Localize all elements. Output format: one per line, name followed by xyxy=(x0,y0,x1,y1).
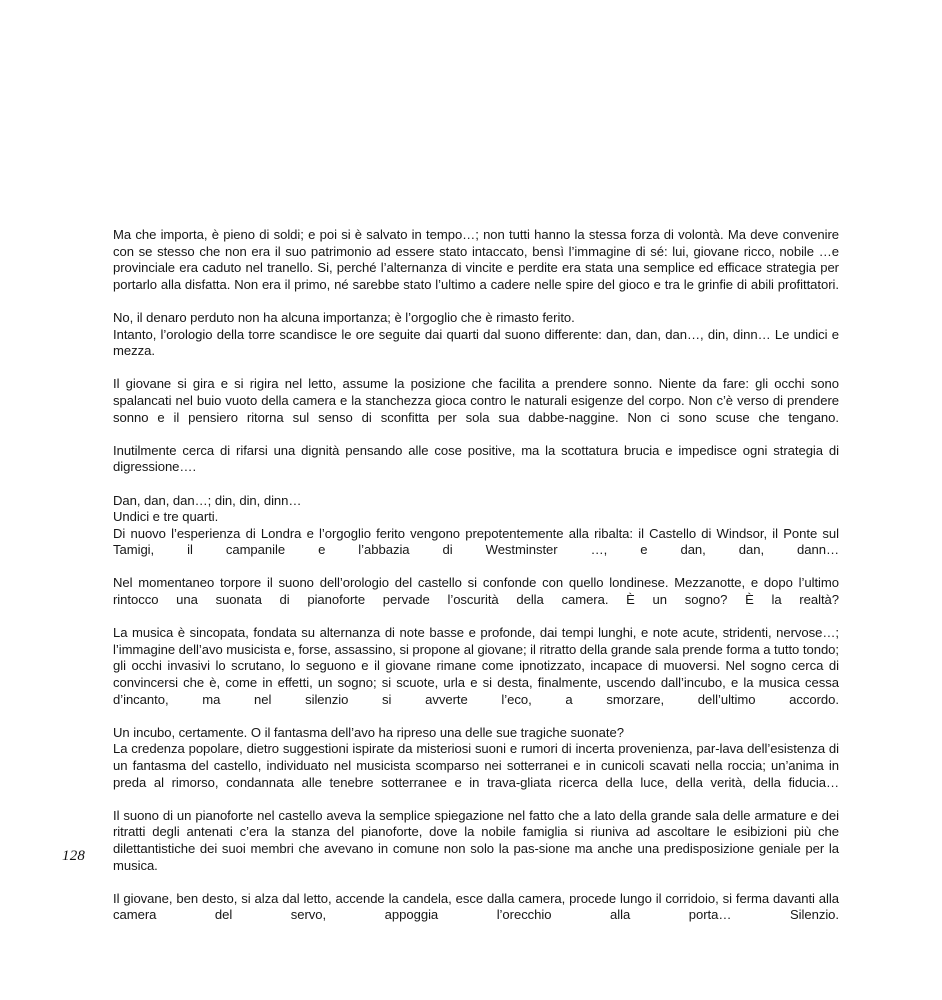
paragraph: Il giovane si gira e si rigira nel letto, assume la posizione che facilita a prendere sonno. Niente da fare: gli occhi sono spalancati nel buio vuoto della camera e la stanchezza gioca contro le naturali esigenze del corpo. Non c’è verso di prendere sonno e il pensiero ritorna sul senso di sconfitta per sola sua dabbe-naggine. Non ci sono scuse che tengano. xyxy=(113,376,839,425)
paragraph: Ma che importa, è pieno di soldi; e poi si è salvato in tempo…; non tutti hanno la stessa forza di volontà. Ma deve convenire con se stesso che non era il suo patrimonio ad essere stato intaccato, bensì l’immagine di sé: lui, giovane ricco, nobile …e provinciale era caduto nel tranello. Si, perché l’alternanza di vincite e perdite era stata una semplice ed efficace strategia per portarlo alla disfatta. Non era il primo, né sarebbe stato l’ultimo a cadere nelle spire del gioco e tra le grinfie di abili profittatori. xyxy=(113,227,839,292)
paragraph: Intanto, l’orologio della torre scandisce le ore seguite dai quarti dal suono differente: dan, dan, dan…, din, dinn… Le undici e mezza. xyxy=(113,326,839,359)
paragraph: Inutilmente cerca di rifarsi una dignità pensando alle cose positive, ma la scottatura brucia e impedisce ogni strategia di digressione…. xyxy=(113,442,839,475)
paragraph: La credenza popolare, dietro suggestioni ispirate da misteriosi suoni e rumori di incerta provenienza, par-lava dell’esistenza di un fantasma del castello, individuato nel musicista scomparso nei sotterranei e in cunicoli scavati nella roccia; un’anima in preda al rimorso, condannata alle tenebre sotterranee e in trava-gliata ricerca della luce, della verità, della fiducia… xyxy=(113,741,839,790)
paragraph: Il suono di un pianoforte nel castello aveva la semplice spiegazione nel fatto che a lato della grande sala delle armature e dei ritratti degli antenati c’era la stanza del pianoforte, dove la nobile famiglia si riuniva ad ascoltare le esibizioni più che dilettantistiche dei suoi membri che avevano in comune non solo la pas-sione ma anche una predisposizione geniale per la musica. xyxy=(113,807,839,873)
paragraph: Undici e tre quarti. xyxy=(113,509,219,525)
paragraph: Dan, dan, dan…; din, din, dinn… xyxy=(113,492,302,508)
paragraph: La musica è sincopata, fondata su alternanza di note basse e profonde, dai tempi lunghi, e note acute, stridenti, nervose…; l’immagine dell’avo musicista e, forse, assassino, si propone al giovane; il ritratto della grande sala prende forma a tutto tondo; gli occhi invasivi lo scrutano, lo seguono e il giovane rimane come ipnotizzato, incapace di muoversi. Nel sogno cerca di convincersi che è, come in effetti, un sogno; si scuote, urla e si desta, finalmente, uscendo dall’incubo, e la musica cessa d’incanto, ma nel silenzio si avverte l’eco, a smorzare, dell’ultimo accordo. xyxy=(113,625,839,707)
paragraph: No, il denaro perduto non ha alcuna importanza; è l’orgoglio che è rimasto ferito. xyxy=(113,309,575,325)
paragraph: Nel momentaneo torpore il suono dell’orologio del castello si confonde con quello londinese. Mezzanotte, e dopo l’ultimo rintocco una suonata di pianoforte pervade l’oscurità della camera. È un sogno? È la realtà? xyxy=(113,575,839,608)
page-text-body xyxy=(113,227,839,941)
paragraph: Di nuovo l’esperienza di Londra e l’orgoglio ferito vengono prepotentemente alla ribalta: il Castello di Windsor, il Ponte sul Tamigi, il campanile e l’abbazia di Westminster …, e dan, dan, dann… xyxy=(113,525,839,558)
page-number: 128 xyxy=(62,848,86,864)
paragraph: Il giovane, ben desto, si alza dal letto, accende la candela, esce dalla camera, procede lungo il corridoio, si ferma davanti alla camera del servo, appoggia l’orecchio alla porta… Silenzio. xyxy=(113,890,839,923)
paragraph: Un incubo, certamente. O il fantasma dell’avo ha ripreso una delle sue tragiche suonate? xyxy=(113,724,624,740)
